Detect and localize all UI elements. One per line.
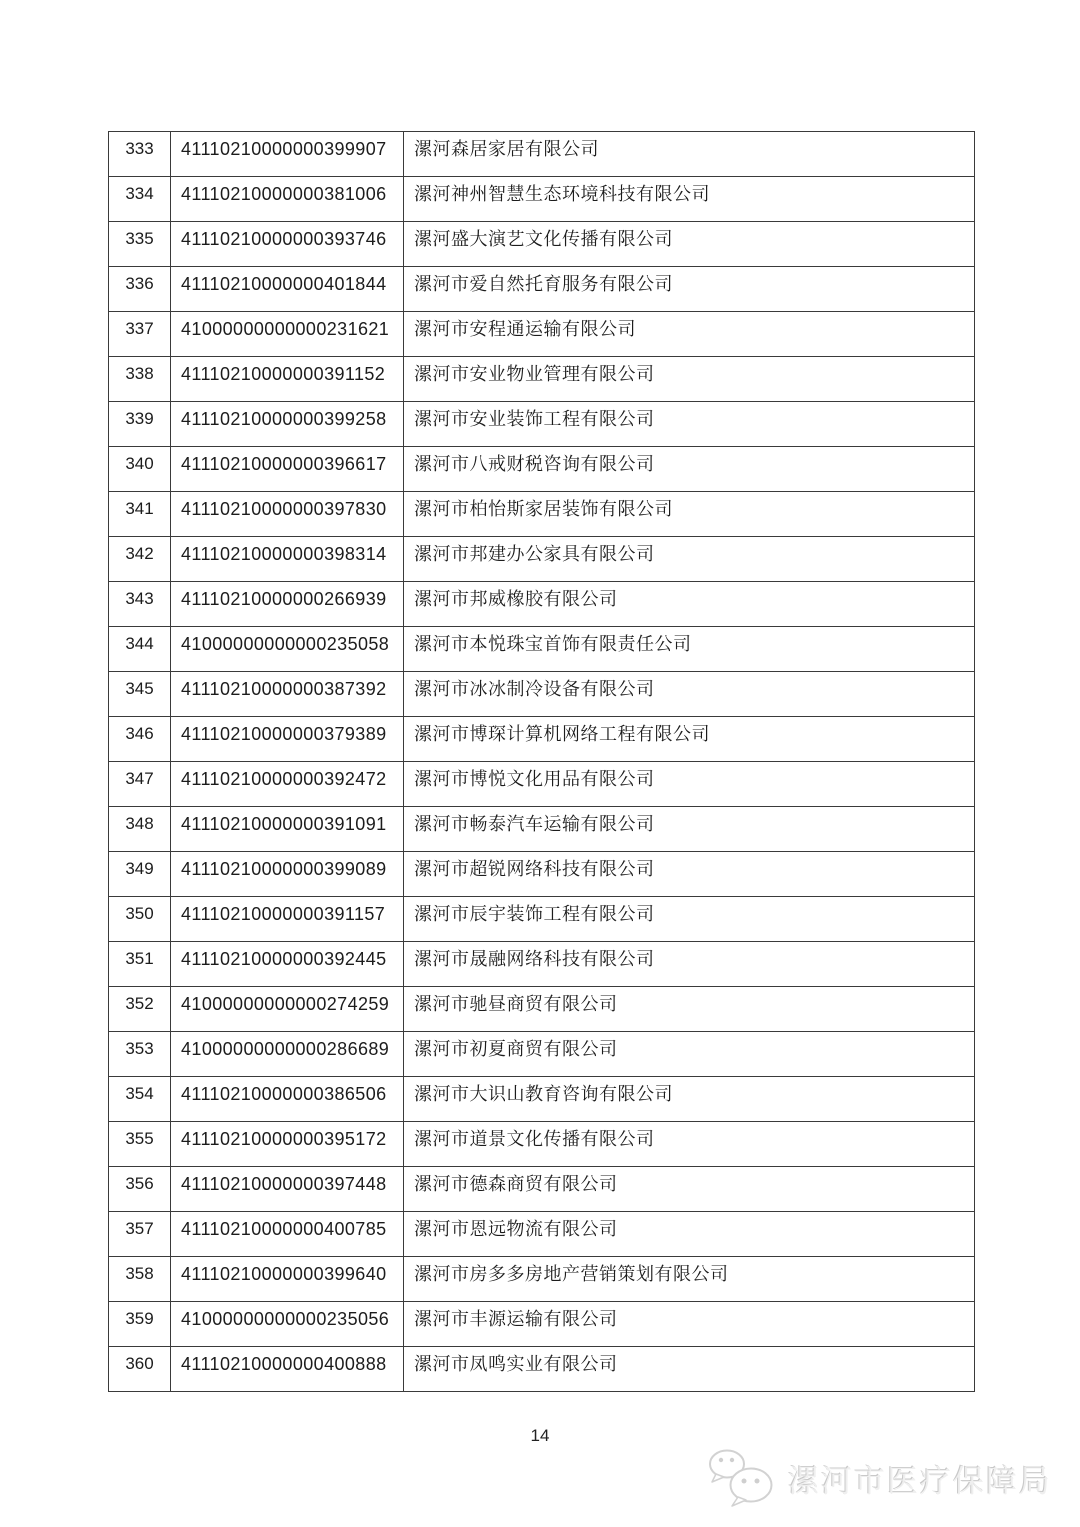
- company-name-cell: 漯河市道景文化传播有限公司: [404, 1122, 975, 1167]
- company-name-cell: 漯河森居家居有限公司: [404, 132, 975, 177]
- code-cell: 41110210000000398314: [171, 537, 404, 582]
- code-cell: 41110210000000395172: [171, 1122, 404, 1167]
- table-row: [109, 1257, 975, 1302]
- code-cell: 41110210000000393746: [171, 222, 404, 267]
- company-name-cell: 漯河市安业装饰工程有限公司: [404, 402, 975, 447]
- company-name-cell: 漯河市超锐网络科技有限公司: [404, 852, 975, 897]
- table-row: [109, 942, 975, 987]
- code-cell: 41110210000000401844: [171, 267, 404, 312]
- company-name-cell: 漯河市驰昼商贸有限公司: [404, 987, 975, 1032]
- row-number-cell: 353: [109, 1032, 171, 1077]
- row-number-cell: 350: [109, 897, 171, 942]
- table-row: [109, 1077, 975, 1122]
- table-row: [109, 447, 975, 492]
- row-number-cell: 336: [109, 267, 171, 312]
- wechat-icon: [704, 1447, 782, 1509]
- company-name-cell: 漯河市柏怡斯家居装饰有限公司: [404, 492, 975, 537]
- company-name-cell: 漯河市博琛计算机网络工程有限公司: [404, 717, 975, 762]
- table-row: [109, 312, 975, 357]
- row-number-cell: 355: [109, 1122, 171, 1167]
- table-row: [109, 492, 975, 537]
- table-row: [109, 627, 975, 672]
- code-cell: 41000000000000231621: [171, 312, 404, 357]
- row-number-cell: 344: [109, 627, 171, 672]
- watermark: [704, 1447, 1052, 1509]
- code-cell: 41110210000000379389: [171, 717, 404, 762]
- row-number-cell: 356: [109, 1167, 171, 1212]
- row-number-cell: 348: [109, 807, 171, 852]
- code-cell: 41110210000000386506: [171, 1077, 404, 1122]
- company-name-cell: 漯河市安业物业管理有限公司: [404, 357, 975, 402]
- row-number-cell: 334: [109, 177, 171, 222]
- company-name-cell: 漯河市邦威橡胶有限公司: [404, 582, 975, 627]
- table-row: [109, 132, 975, 177]
- company-name-cell: 漯河市恩远物流有限公司: [404, 1212, 975, 1257]
- row-number-cell: 359: [109, 1302, 171, 1347]
- table-row: [109, 222, 975, 267]
- table-row: [109, 1032, 975, 1077]
- table-row: [109, 717, 975, 762]
- row-number-cell: 343: [109, 582, 171, 627]
- table-row: [109, 852, 975, 897]
- code-cell: 41110210000000396617: [171, 447, 404, 492]
- table-row: [109, 1212, 975, 1257]
- code-cell: 41110210000000387392: [171, 672, 404, 717]
- table-row: [109, 897, 975, 942]
- table-row: [109, 1302, 975, 1347]
- watermark-text: 漯河市医疗保障局: [788, 1463, 1052, 1499]
- row-number-cell: 346: [109, 717, 171, 762]
- company-name-cell: 漯河盛大演艺文化传播有限公司: [404, 222, 975, 267]
- row-number-cell: 340: [109, 447, 171, 492]
- table-row: [109, 537, 975, 582]
- company-name-cell: 漯河市爱自然托育服务有限公司: [404, 267, 975, 312]
- table-row: [109, 267, 975, 312]
- code-cell: 41110210000000391157: [171, 897, 404, 942]
- company-name-cell: 漯河市安程通运输有限公司: [404, 312, 975, 357]
- table-row: [109, 807, 975, 852]
- code-cell: 41110210000000399907: [171, 132, 404, 177]
- company-name-cell: 漯河市本悦珠宝首饰有限责任公司: [404, 627, 975, 672]
- table-row: [109, 987, 975, 1032]
- row-number-cell: 342: [109, 537, 171, 582]
- code-cell: 41110210000000266939: [171, 582, 404, 627]
- table-row: [109, 402, 975, 447]
- company-name-cell: 漯河市博悦文化用品有限公司: [404, 762, 975, 807]
- table-row: [109, 357, 975, 402]
- code-cell: 41110210000000400785: [171, 1212, 404, 1257]
- company-name-cell: 漯河市房多多房地产营销策划有限公司: [404, 1257, 975, 1302]
- row-number-cell: 333: [109, 132, 171, 177]
- code-cell: 41110210000000399258: [171, 402, 404, 447]
- code-cell: 41000000000000235058: [171, 627, 404, 672]
- code-cell: 41110210000000397448: [171, 1167, 404, 1212]
- company-name-cell: 漯河市丰源运输有限公司: [404, 1302, 975, 1347]
- table-row: [109, 582, 975, 627]
- page-number: 14: [530, 1426, 550, 1445]
- code-cell: 41110210000000392445: [171, 942, 404, 987]
- row-number-cell: 360: [109, 1347, 171, 1392]
- row-number-cell: 341: [109, 492, 171, 537]
- company-name-cell: 漯河市凤鸣实业有限公司: [404, 1347, 975, 1392]
- code-cell: 41000000000000235056: [171, 1302, 404, 1347]
- table-row: [109, 177, 975, 222]
- row-number-cell: 338: [109, 357, 171, 402]
- table-row: [109, 1347, 975, 1392]
- row-number-cell: 354: [109, 1077, 171, 1122]
- code-cell: 41110210000000397830: [171, 492, 404, 537]
- company-table-body: [109, 132, 975, 1392]
- code-cell: 41110210000000399640: [171, 1257, 404, 1302]
- company-name-cell: 漯河神州智慧生态环境科技有限公司: [404, 177, 975, 222]
- company-name-cell: 漯河市邦建办公家具有限公司: [404, 537, 975, 582]
- company-name-cell: 漯河市辰宇装饰工程有限公司: [404, 897, 975, 942]
- company-name-cell: 漯河市大识山教育咨询有限公司: [404, 1077, 975, 1122]
- row-number-cell: 358: [109, 1257, 171, 1302]
- code-cell: 41110210000000399089: [171, 852, 404, 897]
- row-number-cell: 335: [109, 222, 171, 267]
- code-cell: 41110210000000400888: [171, 1347, 404, 1392]
- code-cell: 41000000000000274259: [171, 987, 404, 1032]
- row-number-cell: 347: [109, 762, 171, 807]
- code-cell: 41110210000000391091: [171, 807, 404, 852]
- row-number-cell: 339: [109, 402, 171, 447]
- company-name-cell: 漯河市畅泰汽车运输有限公司: [404, 807, 975, 852]
- code-cell: 41110210000000392472: [171, 762, 404, 807]
- code-cell: 41000000000000286689: [171, 1032, 404, 1077]
- row-number-cell: 345: [109, 672, 171, 717]
- table-row: [109, 672, 975, 717]
- company-name-cell: 漯河市晟融网络科技有限公司: [404, 942, 975, 987]
- row-number-cell: 357: [109, 1212, 171, 1257]
- company-table: [108, 131, 975, 1392]
- table-row: [109, 762, 975, 807]
- company-name-cell: 漯河市德森商贸有限公司: [404, 1167, 975, 1212]
- table-row: [109, 1167, 975, 1212]
- code-cell: 41110210000000381006: [171, 177, 404, 222]
- row-number-cell: 352: [109, 987, 171, 1032]
- company-name-cell: 漯河市初夏商贸有限公司: [404, 1032, 975, 1077]
- table-row: [109, 1122, 975, 1167]
- row-number-cell: 337: [109, 312, 171, 357]
- company-name-cell: 漯河市冰冰制冷设备有限公司: [404, 672, 975, 717]
- company-name-cell: 漯河市八戒财税咨询有限公司: [404, 447, 975, 492]
- row-number-cell: 349: [109, 852, 171, 897]
- row-number-cell: 351: [109, 942, 171, 987]
- code-cell: 41110210000000391152: [171, 357, 404, 402]
